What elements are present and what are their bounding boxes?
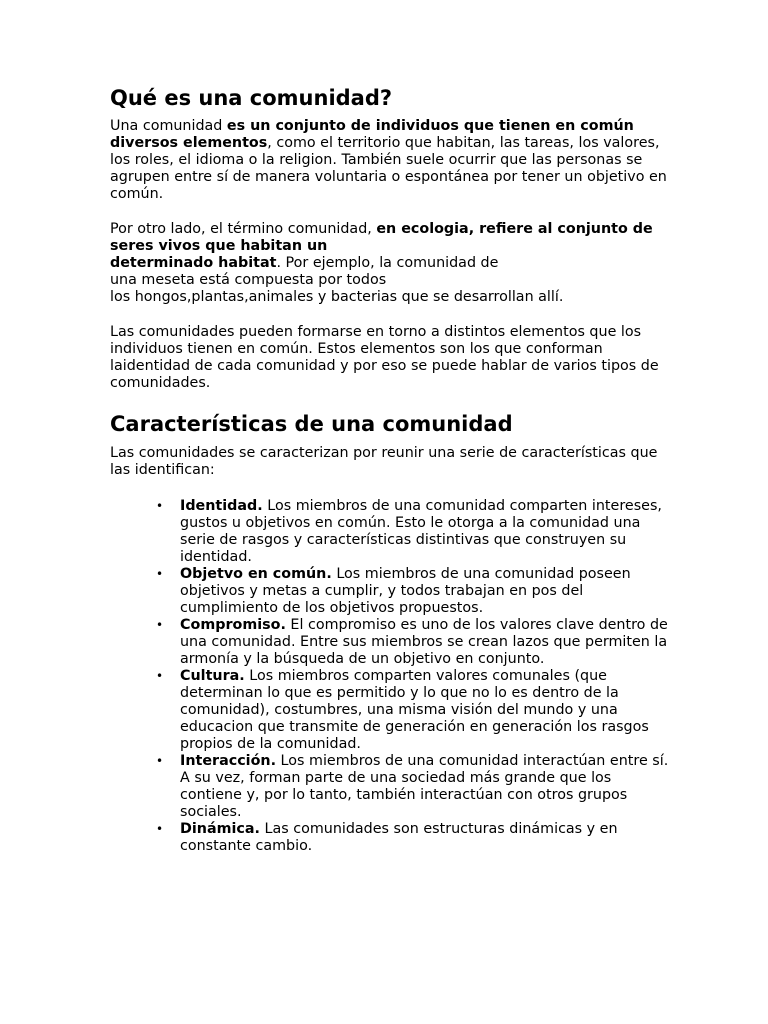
bullet-icon: • <box>156 618 164 632</box>
bullet-icon: • <box>156 669 164 683</box>
ecology-text-2: . Por ejemplo, la comunidad de <box>276 255 499 271</box>
paragraph-definition <box>110 118 670 203</box>
ecology-bold-1: en ecologia, refiere al conjunto de seres vivos que habitan un <box>110 221 653 254</box>
list-item-interaccion <box>156 753 670 821</box>
list-item-compromiso <box>156 617 670 668</box>
bullet-icon: • <box>156 754 164 768</box>
paragraph-ecology <box>110 221 670 306</box>
list-item-text: Los miembros de una comunidad comparten intereses, gustos u objetivos en común. Esto le otorga a la comunidad una serie de rasgos y características distintivas que construyen su identidad. <box>180 498 662 565</box>
list-item-term: Compromiso. <box>180 617 286 633</box>
bullet-icon: • <box>156 567 164 581</box>
ecology-text-4: los hongos,plantas,animales y bacterias que se desarrollan allí. <box>110 289 564 305</box>
ecology-bold-2: determinado habitat <box>110 255 277 271</box>
section-title-caracteristicas: Características de una comunidad <box>110 412 513 436</box>
document-page <box>110 84 670 855</box>
list-item-objetivo <box>156 566 670 617</box>
list-item-term: Interacción. <box>180 753 277 769</box>
list-item-text: Los miembros de una comunidad poseen objetivos y metas a cumplir, y todos trabajan en pos del cumplimiento de los objetivos propuestos. <box>180 566 631 616</box>
paragraph-intro: Las comunidades se caracterizan por reunir una serie de características que las identifican: <box>110 445 658 478</box>
list-item-term: Objetvo en común. <box>180 566 332 582</box>
list-item-text: El compromiso es uno de los valores clave dentro de una comunidad. Entre sus miembros se crean lazos que permiten la armonía y la búsqueda de un objetivo en conjunto. <box>180 617 668 667</box>
list-item-cultura <box>156 668 670 753</box>
list-item-text: Los miembros de una comunidad interactúan entre sí. A su vez, forman parte de una sociedad más grande que los contiene y, por lo tanto, también interactúan con otros grupos sociales. <box>180 753 669 820</box>
list-item-term: Dinámica. <box>180 821 260 837</box>
definition-text-2: , como el territorio que habitan, las tareas, los valores, los roles, el idioma o la religion. También suele ocurrir que las personas se agrupen entre sí de manera voluntaria o espontánea por tener un objetivo en común. <box>110 135 667 202</box>
list-item-text: Las comunidades son estructuras dinámicas y en constante cambio. <box>180 821 618 854</box>
ecology-text-3: una meseta está compuesta por todos <box>110 272 387 288</box>
bullet-icon: • <box>156 499 164 513</box>
list-item-text: Los miembros comparten valores comunales (que determinan lo que es permitido y lo que no lo es dentro de la comunidad), costumbres, una misma visión del mundo y una educacion que transmite de generación en generación los rasgos propios de la comunidad. <box>180 668 649 752</box>
list-item-dinamica <box>156 821 670 855</box>
definition-bold-1: es un conjunto de individuos que tienen en común diversos elementos <box>110 118 634 151</box>
bullet-icon: • <box>156 822 164 836</box>
characteristics-list <box>110 498 670 855</box>
list-item-identidad <box>156 498 670 566</box>
paragraph-identity: Las comunidades pueden formarse en torno a distintos elementos que los individuos tienen en común. Estos elementos son los que conforman laidentidad de cada comunidad y por eso se puede hablar de varios tipos de comunidades. <box>110 324 659 391</box>
section-title-que-es: Qué es una comunidad? <box>110 86 393 110</box>
list-item-term: Identidad. <box>180 498 263 514</box>
ecology-text-1: Por otro lado, el término comunidad, <box>110 221 377 237</box>
definition-text-1: Una comunidad <box>110 118 227 134</box>
list-item-term: Cultura. <box>180 668 245 684</box>
